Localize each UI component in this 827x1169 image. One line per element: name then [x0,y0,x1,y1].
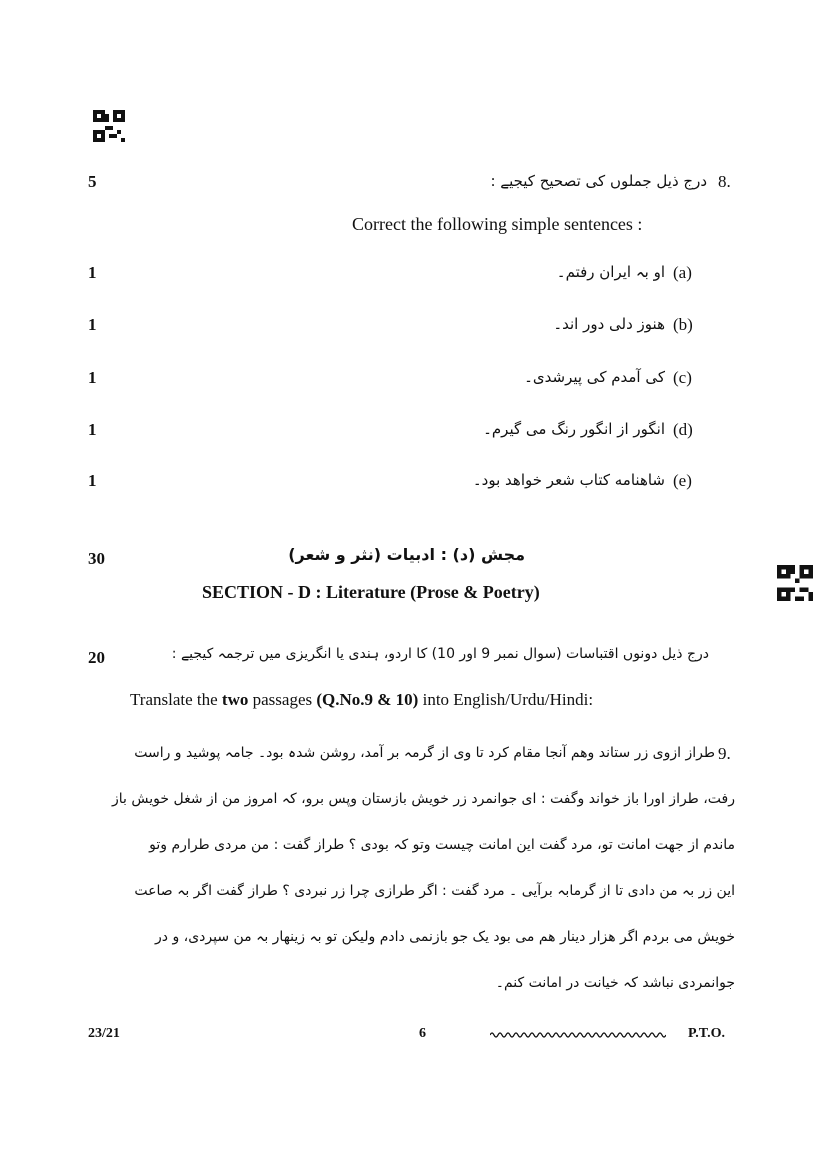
item-label: (e) [673,471,692,490]
footer-code: 23/21 [88,1026,120,1041]
item-marks: 1 [88,263,97,282]
q9-passage [112,730,735,1006]
translate-prefix: Translate the [130,690,222,709]
item-marks: 1 [88,368,97,387]
item-text: هنوز دلی دور اند۔ [553,315,665,333]
item-marks: 1 [88,420,97,439]
item-label: (b) [673,315,693,334]
translate-urdu-instruction: درج ذیل دونوں اقتباسات (سوال نمبر 9 اور 10) کا اردو، ہندی یا انگریزی میں ترجمہ کیجیے : [171,646,709,662]
section-english-title: SECTION - D : Literature (Prose & Poetry) [202,582,540,602]
passage-line: طراز ازوی زر ستاند وهم آنجا مقام کرد تا وی از گرمہ بر آمد، روشن شدہ بود۔ جامہ پوشید و راست [134,745,715,761]
footer-wavy-line [490,1030,666,1040]
item-marks: 1 [88,471,97,490]
item-text: او بہ ایران رفتم۔ [556,263,665,281]
passage-line: جوانمردی نباشد کہ خیانت در امانت کنم۔ [495,975,735,991]
translate-marks: 20 [88,648,105,667]
footer-pto: P.T.O. [688,1026,725,1041]
item-label: (c) [673,368,692,387]
item-text: انگور از انگور رنگ می گیرم۔ [483,420,665,438]
item-text: کی آمدم کی پیرشدی۔ [524,368,665,386]
passage-line: خویش می بردم اگر هزار دینار هم می بود یک جو بازنمی دادم ولیکن تو بہ زینهار بہ من سپردی، و در [155,929,735,945]
passage-line: این زر بہ من دادی تا از گرمابہ برآیی ۔ مرد گفت : اگر طرازی چرا زر نبردی ؟ طراز گفت اگر بہ صاعت [134,883,735,899]
footer-page-number: 6 [419,1026,426,1041]
item-marks: 1 [88,315,97,334]
q8-english-instruction: Correct the following simple sentences : [352,214,643,234]
item-label: (d) [673,420,693,439]
q8-urdu-instruction: درج ذیل جملوں کی تصحیح کیجیے : [490,172,707,190]
translate-english-instruction [130,690,593,710]
translate-mid: passages [248,690,317,709]
translate-bold-qno: (Q.No.9 & 10) [316,690,419,709]
q8-number: 8. [718,172,731,191]
section-marks: 30 [88,549,105,568]
section-urdu-title: مجش (د) : ادبیات (نثر و شعر) [288,545,525,564]
q9-number: 9. [718,744,731,763]
q8-marks: 5 [88,172,97,191]
translate-suffix: into English/Urdu/Hindi: [418,690,594,709]
item-text: شاهنامه کتاب شعر خواهد بود۔ [472,471,665,489]
qr-code-side [777,565,813,601]
qr-code-top [93,110,125,142]
translate-bold-two: two [221,690,249,709]
item-label: (a) [673,263,692,282]
passage-line: رفت، طراز اورا باز خواند وگفت : ای جوانمرد زر خویش بازستان وپس برو، کہ امروز من از شغل خویش باز [112,791,735,807]
passage-line: ماندم از جهت امانت تو، مرد گفت این امانت چیست وتو کہ بودی ؟ طراز گفت : من مردی طرارم وتو [149,837,735,853]
